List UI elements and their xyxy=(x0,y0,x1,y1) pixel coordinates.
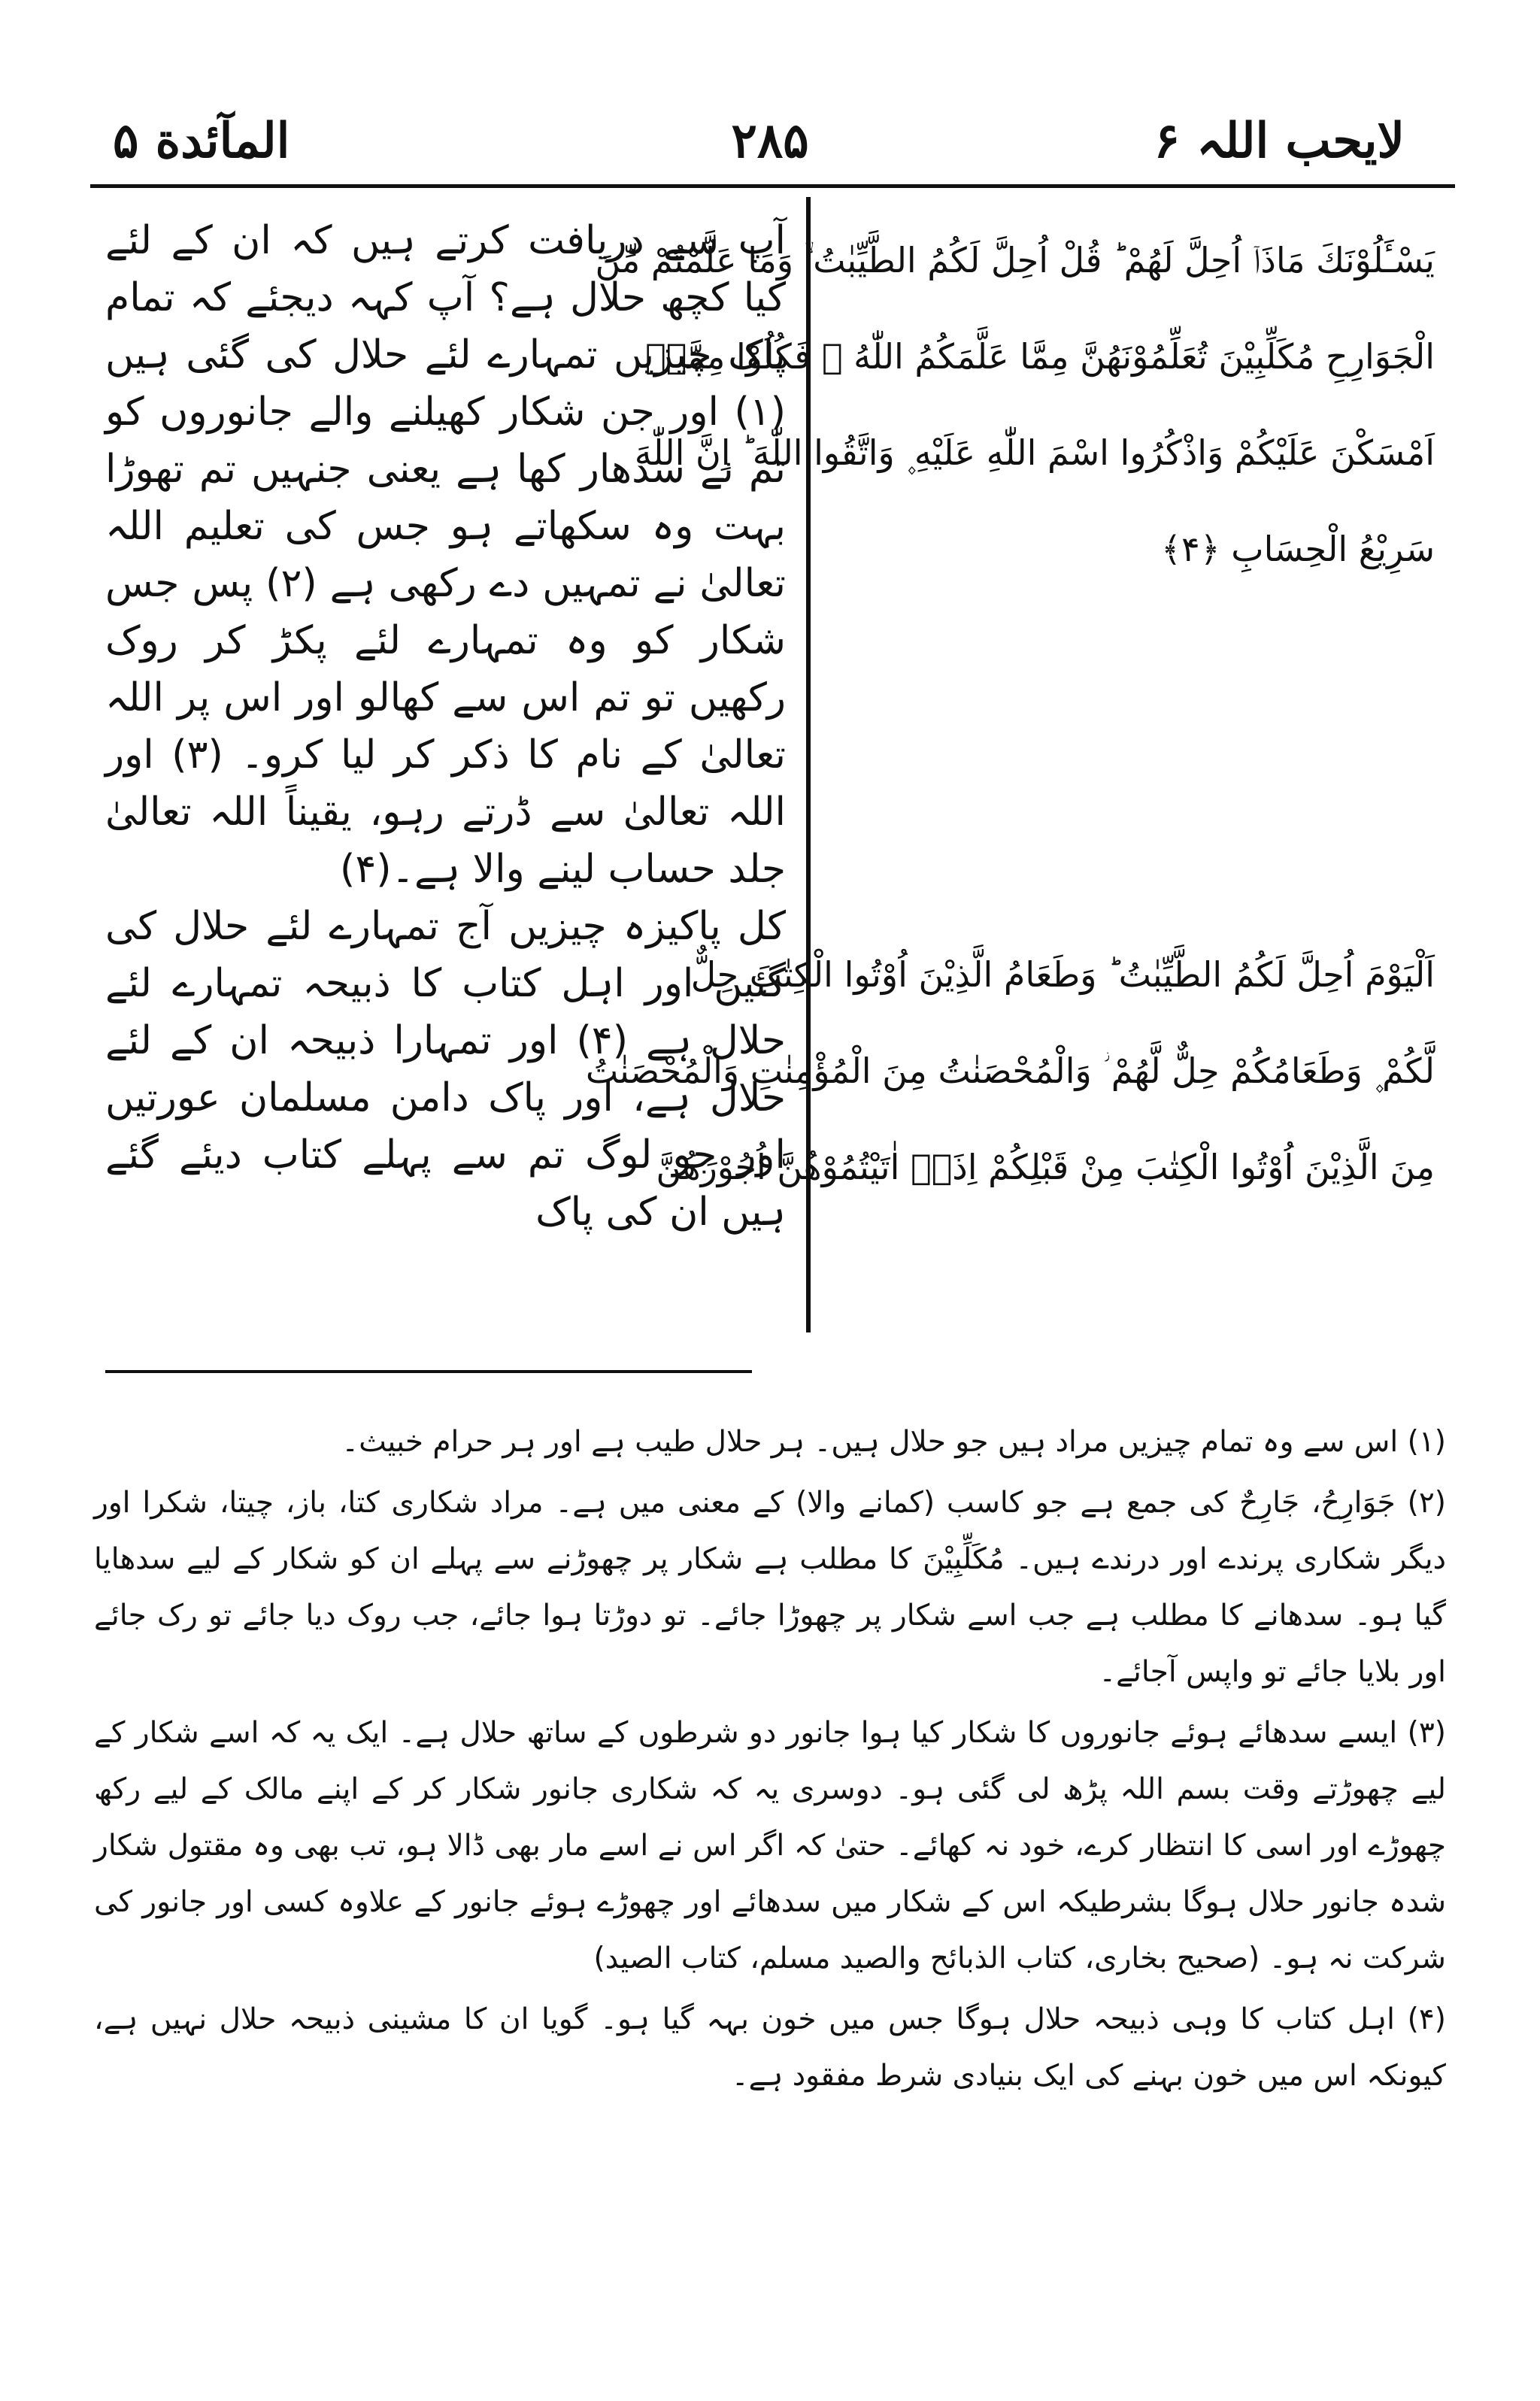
page-number: ۲۸۵ xyxy=(731,113,809,169)
footnote-4: (۴) اہل کتاب کا وہی ذبیحہ حلال ہوگا جس میں خون بہہ گیا ہو۔ گویا ان کا مشینی ذبیحہ حلال نہیں ہے، کیونکہ اس میں خون بہنے کی ایک بنیادی شرط مفقود ہے۔ xyxy=(94,2002,1446,2093)
footnote-1: (۱) اس سے وہ تمام چیزیں مراد ہیں جو حلال ہیں۔ ہر حلال طیب ہے اور ہر حرام خبیث۔ xyxy=(341,1425,1446,1459)
arabic-verse-5 xyxy=(585,926,1435,1215)
arabic-line: اَمْسَكْنَ عَلَیْكُمْ وَاذْكُرُوا اسْمَ اللّٰهِ عَلَیْهِ ۪ وَاتَّقُوا اللّٰهَ ؕ اِنَّ اللّٰهَ xyxy=(634,432,1435,473)
arabic-verse-4 xyxy=(595,212,1435,597)
arabic-line: اَلْیَوْمَ اُحِلَّ لَكُمُ الطَّیِّبٰتُ ؕ وَطَعَامُ الَّذِیْنَ اُوْتُوا الْكِتٰبَ حِلٌّ xyxy=(690,954,1435,995)
arabic-line: مِنَ الَّذِیْنَ اُوْتُوا الْكِتٰبَ مِنْ قَبْلِكُمْ اِذَاۤ اٰتَیْتُمُوْهُنَّ اُجُوْرَهُنَّ xyxy=(656,1147,1435,1187)
footnote-3: (۳) ایسے سدھائے ہوئے جانوروں کا شکار کیا ہوا جانور دو شرطوں کے ساتھ حلال ہے۔ ایک یہ کہ اسے شکار کے لیے چھوڑتے وقت بسم اللہ پڑھ لی گئی ہو۔ دوسری یہ کہ شکاری جانور شکار کر کے اپنے مالک کے لیے رکھ چھوڑے اور اسی کا انتظار کرے، خود نہ کھائے۔ حتیٰ کہ اگر اس نے اسے مار بھی ڈالا ہو، تب بھی وہ مقتول شکار شدہ جانور حلال ہوگا بشرطیکہ اس کے شکار میں سدھائے اور چھوڑے ہوئے جانور کے علاوہ کسی اور جانور کی شرکت نہ ہو۔ (صحیح بخاری، کتاب الذبائح والصید مسلم، کتاب الصید) xyxy=(94,1716,1446,1975)
footnote-2: (۲) جَوَارِحُ، جَارِحٌ کی جمع ہے جو کاسب (کمانے والا) کے معنی میں ہے۔ مراد شکاری کتا، باز، چیتا، شکرا اور دیگر شکاری پرندے اور درندے ہیں۔ مُكَلِّبِیْنَ کا مطلب ہے شکار پر چھوڑنے سے پہلے ان کو شکار کے لیے سدھایا گیا ہو۔ سدھانے کا مطلب ہے جب اسے شکار پر چھوڑا جائے۔ تو دوڑتا ہوا جائے، جب روک دیا جائے تو رک جائے اور بلایا جائے تو واپس آجائے۔ xyxy=(94,1486,1446,1689)
footnotes xyxy=(94,1414,1446,2108)
surah-label: المآئدة ۵ xyxy=(113,113,290,169)
footnote-rule xyxy=(105,1370,752,1373)
arabic-line: لَّكُمْ ۪ وَطَعَامُكُمْ حِلٌّ لَّهُمْ ؗ وَالْمُحْصَنٰتُ مِنَ الْمُؤْمِنٰتِ وَالْمُحْصَنٰتُ xyxy=(585,1050,1435,1091)
translation-paragraph: کل پاکیزہ چیزیں آج تمہارے لئے حلال کی گئیں اور اہل کتاب کا ذبیحہ تمہارے لئے حلال ہے (۴) اور تمہارا ذبیحہ ان کے لئے حلال ہے، اور پاک دامن مسلمان عورتیں اور جو لوگ تم سے پہلے کتاب دیئے گئے ہیں ان کی پاک xyxy=(105,904,786,1235)
urdu-translation xyxy=(105,212,786,1241)
translation-paragraph: آپ سے دریافت کرتے ہیں کہ ان کے لئے کیا کچھ حلال ہے؟ آپ کہہ دیجئے کہ تمام پاک چیزیں تمہارے لئے حلال کی گئی ہیں (۱) اور جن شکار کھیلنے والے جانوروں کو تم نے سدھار کھا ہے یعنی جنہیں تم تھوڑا بہت وہ سکھاتے ہو جس کی تعلیم اللہ تعالیٰ نے تمہیں دے رکھی ہے (۲) پس جس شکار کو وہ تمہارے لئے پکڑ کر روک رکھیں تو تم اس سے کھالو اور اس پر اللہ تعالیٰ کے نام کا ذکر کر لیا کرو۔ (۳) اور اللہ تعالیٰ سے ڈرتے رہو، یقیناً اللہ تعالیٰ جلد حساب لینے والا ہے۔(۴) xyxy=(105,218,786,892)
juz-label: لایحب اللہ ۶ xyxy=(1153,113,1405,169)
arabic-line: سَرِیْعُ الْحِسَابِ ﴿۴﴾ xyxy=(1161,529,1435,569)
arabic-line: الْجَوَارِحِ مُكَلِّبِیْنَ تُعَلِّمُوْنَهُنَّ مِمَّا عَلَّمَكُمُ اللّٰهُ ؗ فَكُلُوْا مِمَّاۤ xyxy=(644,336,1435,377)
header-rule xyxy=(90,184,1455,188)
arabic-line: یَسْـَٔلُوْنَكَ مَاذَاۤ اُحِلَّ لَهُمْ ؕ قُلْ اُحِلَّ لَكُمُ الطَّیِّبٰتُ ۙ وَمَا عَلَّمْتُمْ مِّنَ xyxy=(595,240,1435,280)
